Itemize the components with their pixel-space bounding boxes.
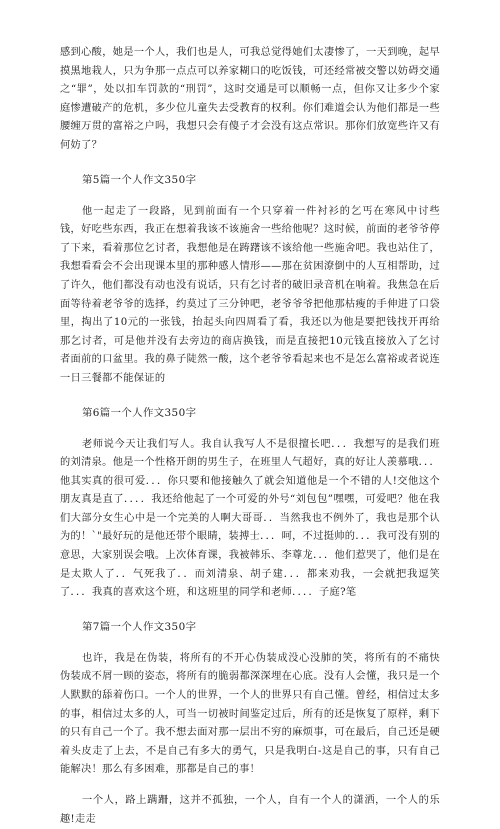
body-paragraph-3: 老师说今天让我们写人。我自认我写人不是很擅长吧．．．我想写的是我们班的刘清泉。他是一个性格开朗的男生子，在班里人气超好，真的好让人羡慕哦．．．他其实真的很可爱．．．你只要和他接触久了就会知道他是一个不错的人!交他这个朋友真是直了．．．．我还给他起了一个可爱的外号“刘包包”嘿嘿，可爱吧？他在我们大部分女生心中是一个完美的人啊大哥哥．．当然我也不例外了，我也是那个认为的！`"最好玩的是他还带个眼睛，装搏士．．．呵，不过挺帅的．．．我可没有别的意思，大家别误会哦。上次体育课，我被韩乐、李尊龙．．．他们惹哭了，他们是在是太欺人了．．气死我了．．而刘清泉、胡子建．．．都来劝我，一会就把我逗笑了．．．我真的喜欢这个班，和这班里的同学和老师．．．．子庭?笔 bbox=[60, 438, 440, 599]
body-paragraph-5: 一个人，路上蹒跚，这并不孤独，一个人，自有一个人的潇洒，一个人的乐趣!走走 bbox=[60, 795, 440, 825]
section-title-6: 第6篇一个人作文350字 bbox=[82, 406, 197, 419]
body-paragraph-1: 感到心酸，她是一个人，我们也是人，可我总觉得她们太凄惨了，一天到晚，起早摸黑地栽人，只为争那一点点可以养家糊口的吃饭钱，可还经常被交警以妨碍交通之“罪”，处以扣车罚款的“刑罚”，这时交通是可以顺畅一点，但你又让多少个家庭惨遭破产的危机，多少位儿童失去受教育的权利。你们难道会认为他们都是一些腰缠万贯的富裕之户吗，我想只会有傻子才会没有这点常识。那你们放宽些许又有何妨了？ bbox=[60, 47, 440, 151]
section-title-5: 第5篇一个人作文350字 bbox=[82, 173, 197, 186]
body-paragraph-4: 也许，我是在伪装，将所有的不开心伪装成没心没肺的笑，将所有的不痛快伪装成不屑一顾的姿态，将所有的脆弱都深深埋在心底。没有人会懂，我只是一个人默默的舔着伤口。一个人的世界，一个人的世界只有自己懂。曾经，相信过太多的事，相信过太多的人，可当一切被时间鉴定过后，所有的还是恢复了原样，剩下的只有自己一个了。我不想去面对那一层出不穷的麻烦事，可在最后，自己还是硬着头皮走了上去，不是自己有多大的勇气，只是我明白-这是自己的事，只有自己能解决！那么有多困难，那都是自己的事！ bbox=[60, 652, 440, 776]
section-title-7: 第7篇一个人作文350字 bbox=[82, 620, 197, 633]
body-paragraph-2: 他一起走了一段路，见到前面有一个只穿着一件衬衫的乞丐在寒风中讨些钱，好吃些东西，我正在想着我该不该施舍一些给他呢？这时候，前面的老爷爷停了下来，看着那位乞讨者，我想他是在踌躇该不该给他一些施舍吧。我也站住了，我想看看会不会出现课本里的那种感人情形——那在贫困潦倒中的人互相帮助，过了许久，他们都没有动也没有说话，只有乞讨者的破旧录音机在响着。我焦急在后面等待着老爷爷的选择，约莫过了三分钟吧，老爷爷爷把他那枯瘦的手伸进了口袋里，掏出了10元的一张钱，抬起头向四周看了看，我还以为他是要把钱找开再给那乞讨者，可是他并没有去旁边的商店换钱，而是直接把10元钱直接放入了乞讨者面前的口盆里。我的鼻子陡然一酸，这个老爷爷看起来也不是怎么富裕或者说连一日三餐都不能保证的 bbox=[60, 205, 440, 384]
